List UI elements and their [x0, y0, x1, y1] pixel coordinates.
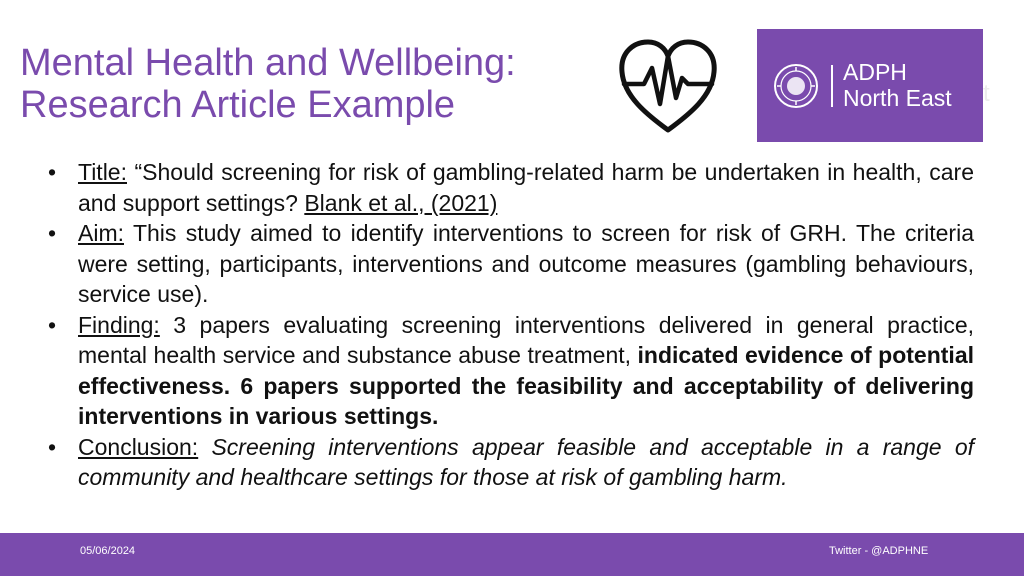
logo-wordmark — [843, 59, 952, 111]
bullet-italic-text: Screening interventions appear feasible and acceptable in a range of community and healthcare settings for those at risk of gambling harm. — [78, 433, 974, 490]
page-title — [20, 42, 610, 126]
logo-line-1: ADPH — [843, 59, 907, 85]
heart-pulse-icon — [616, 34, 720, 138]
bullet-text: This study aimed to identify interventions to screen for risk of GRH. The criteria were setting, participants, interventions and outcome measures (gambling behaviours, service use). — [78, 220, 974, 307]
footer-twitter: Twitter - @ADPHNE — [829, 545, 929, 557]
bullet-list — [46, 157, 974, 493]
bullet-text: “Should screening for risk of gambling-related harm be undertaken in health, care and support settings? — [78, 159, 974, 216]
page-title-line-2: Research Article Example — [20, 84, 456, 126]
bullet-finding — [46, 310, 974, 432]
citation-link[interactable]: Blank et al., (2021) — [304, 189, 498, 216]
bullet-text: 3 papers evaluating screening interventions delivered in general practice, mental health service and substance abuse treatment, — [78, 311, 974, 368]
bullet-label: Aim: — [78, 220, 124, 246]
logo-line-2: North East — [843, 85, 952, 111]
footer-bar — [0, 533, 1024, 576]
bullet-label: Conclusion: — [78, 433, 199, 460]
organisation-seal-icon — [773, 63, 819, 109]
bullet-label: Finding: — [78, 311, 160, 338]
bullet-conclusion — [46, 432, 974, 493]
footer-date: 05/06/2024 — [80, 545, 136, 557]
page-title-line-1: Mental Health and Wellbeing: — [20, 42, 516, 84]
adph-logo — [757, 29, 983, 142]
bullet-label: Title: — [78, 159, 127, 185]
bullet-title — [46, 157, 974, 218]
logo-divider — [831, 65, 833, 107]
bullet-bold-text: indicated evidence of potential effectiveness. 6 papers supported the feasibility and acceptability of delivering interventions in various settings. — [78, 342, 974, 429]
bullet-aim — [46, 218, 974, 310]
logo-ghost-text: t — [983, 80, 990, 107]
